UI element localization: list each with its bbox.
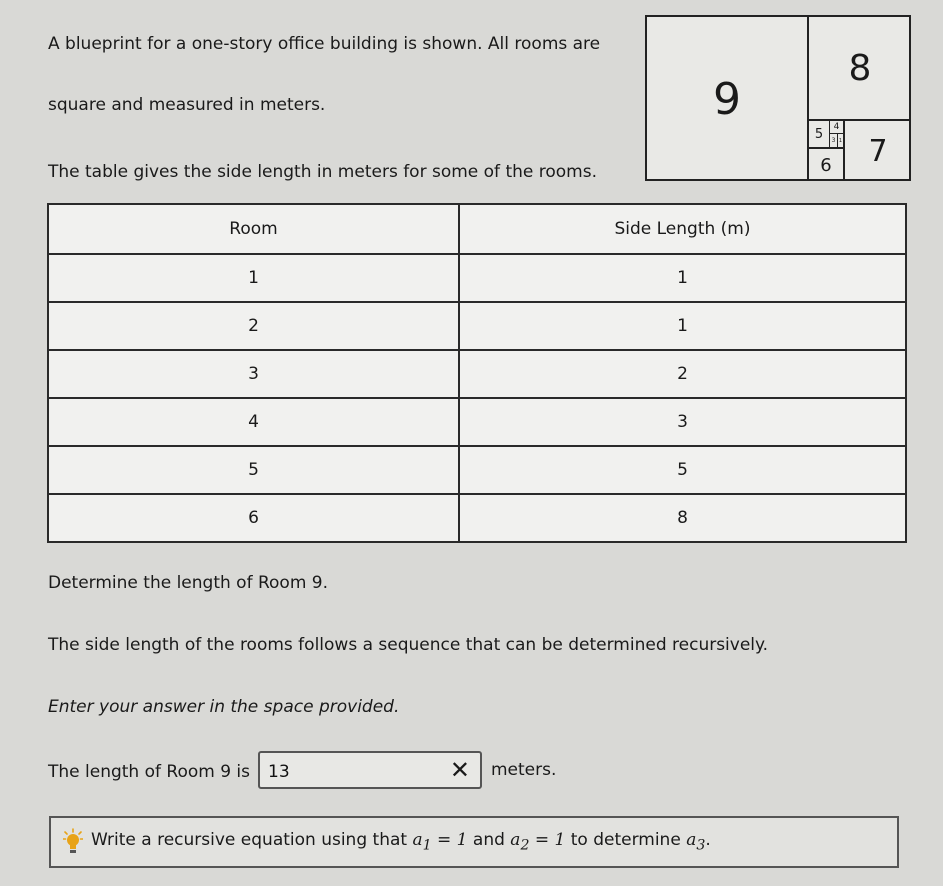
hint-part-1: Write a recursive equation using that: [91, 830, 408, 850]
question-prompt: Determine the length of Room 9.: [48, 573, 329, 593]
cell-length: 2: [459, 350, 906, 398]
hint-part-2: to determine: [570, 830, 681, 850]
cell-room: 6: [48, 494, 459, 542]
cell-room: 4: [48, 398, 459, 446]
hint-a2: $a_2 = 1$: [510, 830, 566, 854]
cell-length: 3: [459, 398, 906, 446]
answer-input[interactable]: [266, 759, 440, 785]
room-table: [47, 203, 907, 543]
header-side-length: Side Length (m): [459, 204, 906, 254]
hint-a1: $a_1 = 1$: [412, 830, 468, 854]
table-header-row: [48, 204, 906, 254]
hint-end: .: [705, 830, 711, 850]
cell-room: 1: [48, 254, 459, 302]
cell-length: 1: [459, 254, 906, 302]
question-instruction: Enter your answer in the space provided.: [48, 697, 400, 717]
cell-length: 5: [459, 446, 906, 494]
answer-prefix: The length of Room 9 is: [48, 762, 251, 782]
intro-line-2: square and measured in meters.: [48, 95, 326, 115]
room-9: 9: [647, 17, 809, 181]
table-row: [48, 494, 906, 542]
room-6: 6: [809, 147, 843, 181]
room-4: 4: [830, 121, 843, 134]
question-sequence-note: The side length of the rooms follows a sequence that can be determined recursively.: [48, 635, 769, 655]
room-7: 7: [843, 121, 911, 181]
cell-room: 3: [48, 350, 459, 398]
room-5: 5: [809, 121, 830, 147]
intro-line-1: A blueprint for a one-story office building is shown. All rooms are: [48, 34, 601, 54]
header-room: Room: [48, 204, 459, 254]
incorrect-x-icon: ✕: [449, 756, 470, 784]
blueprint-diagram: [645, 15, 911, 181]
hint-box[interactable]: [49, 816, 899, 868]
table-row: [48, 254, 906, 302]
answer-field-container[interactable]: [258, 751, 482, 789]
intro-line-3: The table gives the side length in meters for some of the rooms.: [48, 162, 597, 182]
room-8: 8: [809, 17, 911, 121]
answer-unit: meters.: [491, 760, 557, 780]
room-1-2: 1: [838, 137, 843, 144]
table-row: [48, 398, 906, 446]
table-row: [48, 302, 906, 350]
room-3: 3: [830, 134, 838, 147]
cell-length: 8: [459, 494, 906, 542]
table-row: [48, 350, 906, 398]
hint-and: and: [472, 830, 505, 850]
lightbulb-icon: [63, 828, 83, 856]
hint-a3: $a_3$: [686, 830, 706, 854]
table-row: [48, 446, 906, 494]
cell-room: 5: [48, 446, 459, 494]
cell-room: 2: [48, 302, 459, 350]
cell-length: 1: [459, 302, 906, 350]
hint-text: [91, 830, 711, 853]
